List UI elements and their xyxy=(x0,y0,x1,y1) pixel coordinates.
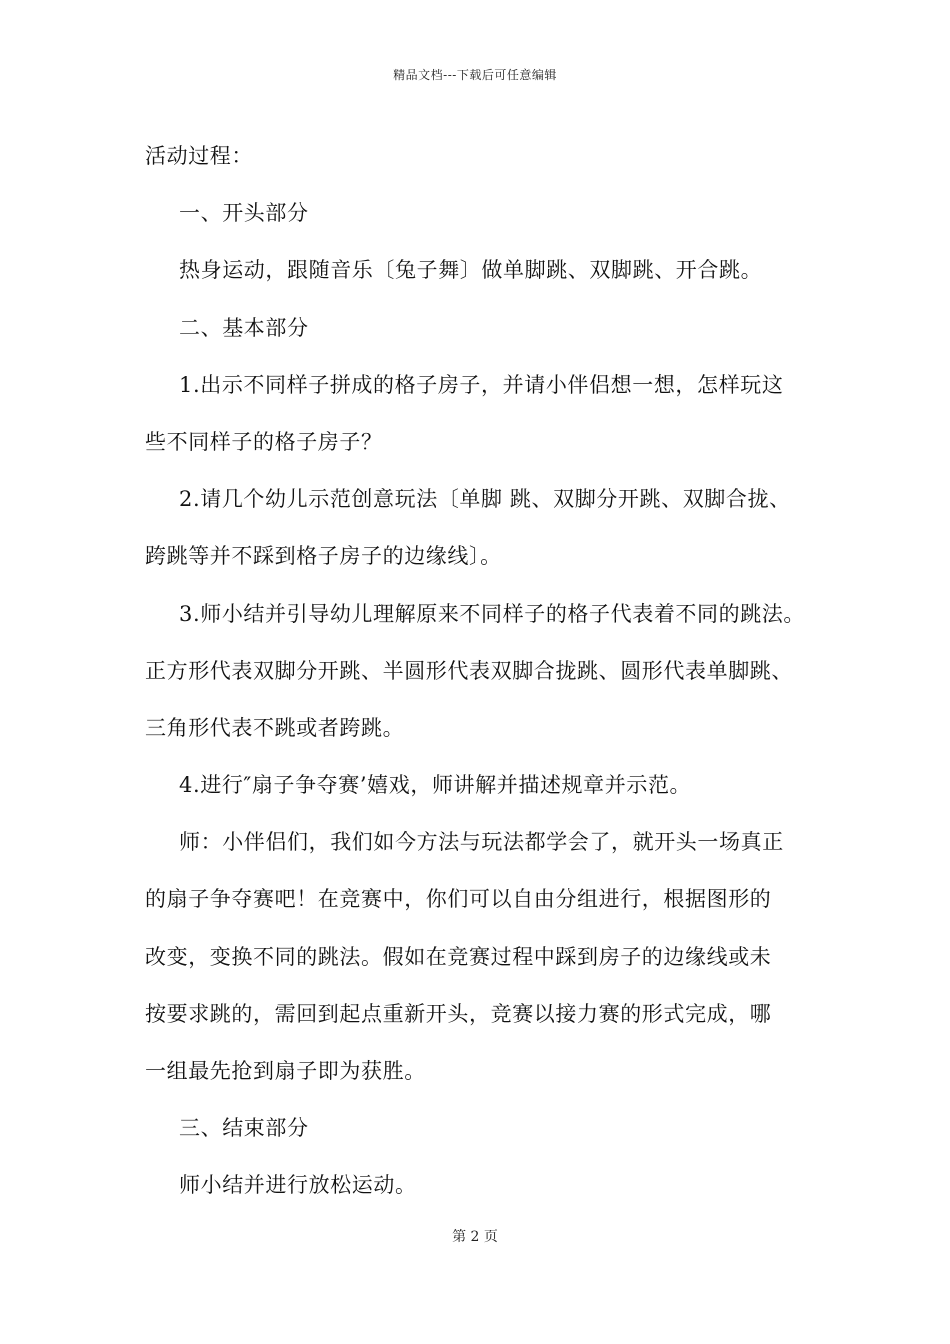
page-header: 精品文档---下载后可任意编辑 xyxy=(393,68,557,82)
paragraph-line: 1.出示不同样子拼成的格子房子，并请小伴侣想一想，怎样玩这 xyxy=(179,372,784,397)
section-heading-ending: 三、结束部分 xyxy=(179,1116,309,1141)
page-number: 第 2 页 xyxy=(452,1229,498,1245)
section-heading-process: 活动过程： xyxy=(145,144,253,168)
paragraph-line: 4.进行″扇子争夺赛’嬉戏，师讲解并描述规章并示范。 xyxy=(179,773,692,798)
paragraph-line: 正方形代表双脚分开跳、半圆形代表双脚合拢跳、圆形代表单脚跳、 xyxy=(145,658,793,683)
paragraph-line: 师：小伴侣们，我们如今方法与玩法都学会了，就开头一场真正 xyxy=(179,830,784,855)
paragraph-line: 些不同样子的格子房子？ xyxy=(145,429,383,454)
section-heading-opening: 一、开头部分 xyxy=(179,201,309,226)
paragraph-line: 一组最先抢到扇子即为获胜。 xyxy=(145,1059,426,1083)
paragraph-line: 按要求跳的，需回到起点重新开头，竞赛以接力赛的形式完成，哪 xyxy=(145,1001,772,1026)
paragraph-line: 跨跳等并不踩到格子房子的边缘线〕。 xyxy=(145,544,502,569)
paragraph-line: 2.请几个幼儿示范创意玩法〔单脚 跳、双脚分开跳、双脚合拢、 xyxy=(179,487,791,512)
paragraph-line: 热身运动，跟随音乐〔兔子舞〕做单脚跳、双脚跳、开合跳。 xyxy=(179,258,763,283)
paragraph-line: 改变，变换不同的跳法。假如在竞赛过程中踩到房子的边缘线或未 xyxy=(145,944,772,969)
paragraph-line: 三角形代表不跳或者跨跳。 xyxy=(145,715,405,740)
document-body xyxy=(145,132,825,1219)
paragraph-line: 3.师小结并引导幼儿理解原来不同样子的格子代表着不同的跳法。 xyxy=(179,601,806,626)
paragraph-line: 的扇子争夺赛吧！在竞赛中，你们可以自由分组进行，根据图形的 xyxy=(145,887,772,912)
paragraph-line: 师小结并进行放松运动。 xyxy=(179,1173,417,1198)
section-heading-basic: 二、基本部分 xyxy=(179,315,309,340)
